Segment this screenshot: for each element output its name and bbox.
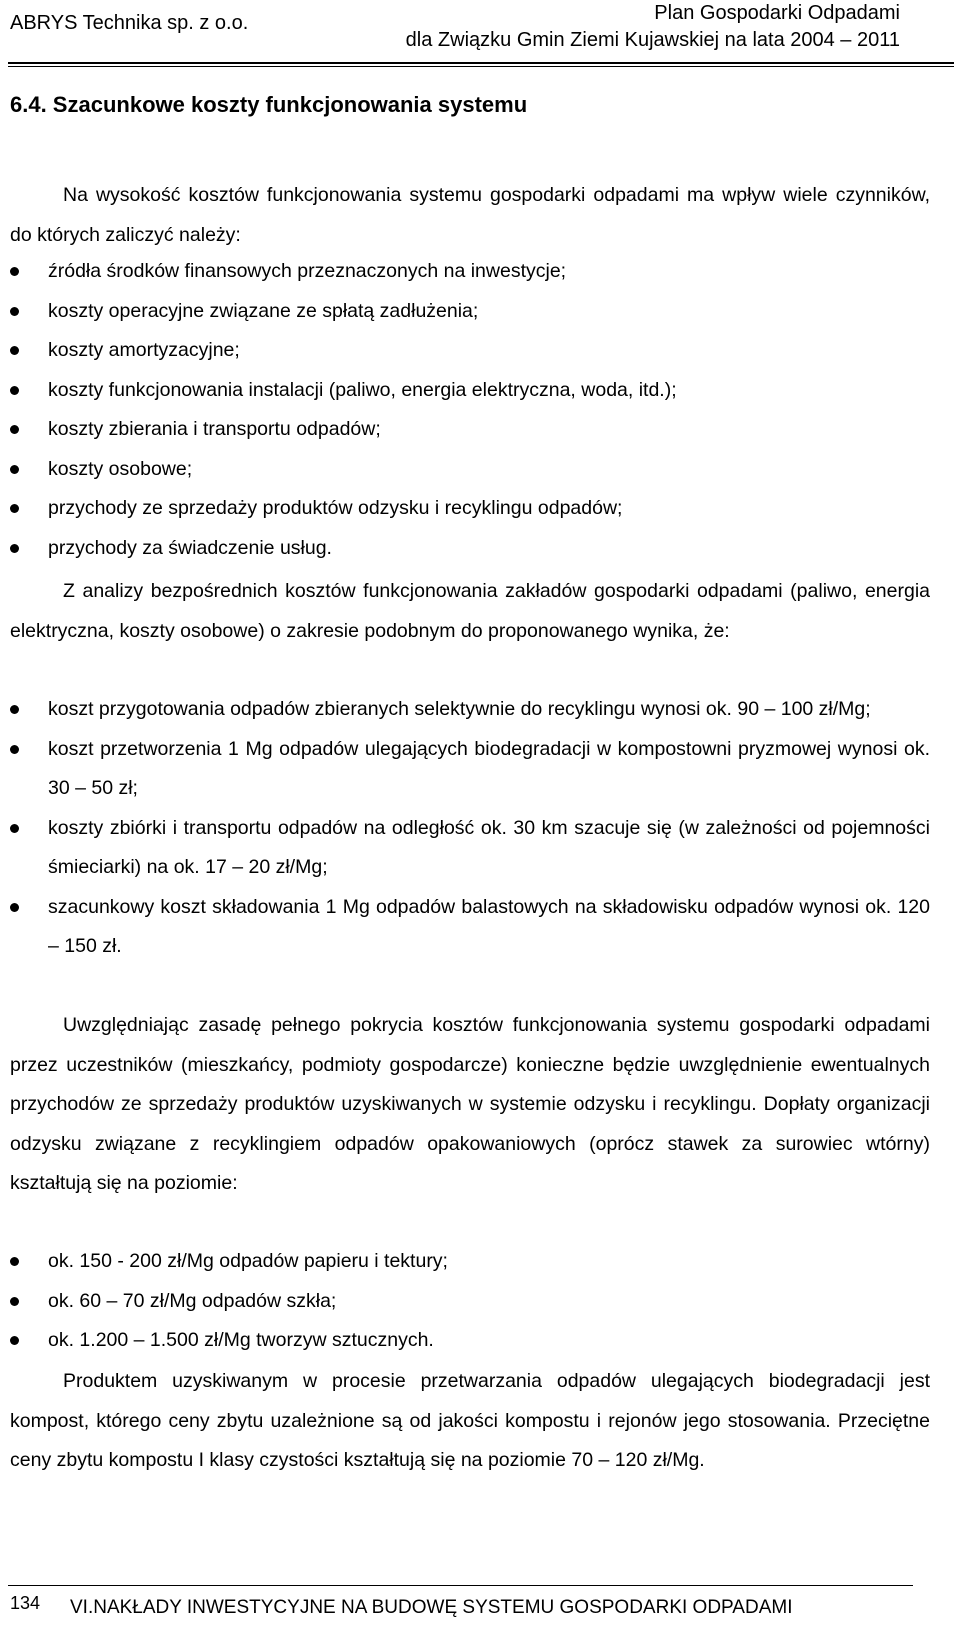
bullet-icon: [10, 425, 19, 434]
bullet-icon: [10, 465, 19, 474]
list-item: koszty zbiórki i transportu odpadów na odległość ok. 30 km szacuje się (w zależności od pojemności śmieciarki) na ok. 17 – 20 zł/Mg;: [10, 809, 930, 888]
bullet-icon: [10, 1297, 19, 1306]
chapter-title: VI.NAKŁADY INWESTYCYJNE NA BUDOWĘ SYSTEMU GOSPODARKI ODPADAMI: [70, 1597, 793, 1618]
section-title: 6.4. Szacunkowe koszty funkcjonowania systemu: [10, 92, 528, 117]
header-rule-thick: [8, 62, 954, 64]
page-number: 134: [10, 1593, 41, 1613]
plan-title: [406, 0, 900, 54]
bullet-icon: [10, 267, 19, 276]
cost-list: [0, 690, 960, 967]
paragraph-compost: Produktem uzyskiwanym w procesie przetwarzania odpadów ulegających biodegradacji jest kompost, którego ceny zbytu uzależnione są od jakości kompostu i rejonów jego stosowania. Przeciętne ceny zbytu kompostu I klasy czystości kształtują się na poziomie 70 – 120 zł/Mg.: [10, 1370, 930, 1471]
bullet-icon: [10, 1257, 19, 1266]
company-name: ABRYS Technika sp. z o.o.: [10, 12, 249, 34]
page-footer: [0, 1585, 960, 1640]
bullet-icon: [10, 1336, 19, 1345]
bullet-icon: [10, 824, 19, 833]
bullet-icon: [10, 386, 19, 395]
list-item: źródła środków finansowych przeznaczonych na inwestycje;: [10, 252, 930, 292]
list-item: koszty osobowe;: [10, 450, 930, 490]
list-item: koszty operacyjne związane ze spłatą zadłużenia;: [10, 292, 930, 332]
list-item: przychody za świadczenie usług.: [10, 529, 930, 569]
list-item: ok. 1.200 – 1.500 zł/Mg tworzyw sztucznych.: [10, 1321, 930, 1361]
list-item: koszty funkcjonowania instalacji (paliwo, energia elektryczna, woda, itd.);: [10, 371, 930, 411]
paragraph-cost-coverage: Uwzględniając zasadę pełnego pokrycia kosztów funkcjonowania systemu gospodarki odpadami przez uczestników (mieszkańcy, podmioty gospodarcze) konieczne będzie uwzględnienie ewentualnych przychodów ze sprzedaży produktów uzyskiwanych w systemie odzysku i recyklingu. Dopłaty organizacji odzysku związane z recyklingiem odpadów opakowaniowych (oprócz stawek za surowiec wtórny) kształtują się na poziomie:: [10, 1014, 930, 1194]
list-item: koszty amortyzacyjne;: [10, 331, 930, 371]
page-header: [0, 0, 960, 70]
list-item: ok. 150 - 200 zł/Mg odpadów papieru i tektury;: [10, 1242, 930, 1282]
bullet-icon: [10, 504, 19, 513]
list-item: przychody ze sprzedaży produktów odzysku i recyklingu odpadów;: [10, 489, 930, 529]
bullet-icon: [10, 903, 19, 912]
paragraph-intro: Na wysokość kosztów funkcjonowania systemu gospodarki odpadami ma wpływ wiele czynników, do których zaliczyć należy:: [10, 184, 930, 246]
factor-list: [0, 252, 960, 568]
paragraph-analysis: Z analizy bezpośrednich kosztów funkcjonowania zakładów gospodarki odpadami (paliwo, energia elektryczna, koszty osobowe) o zakresie podobnym do proponowanego wynika, że:: [10, 580, 930, 642]
bullet-icon: [10, 745, 19, 754]
bullet-icon: [10, 346, 19, 355]
plan-title-line2: dla Związku Gmin Ziemi Kujawskiej na lata 2004 – 2011: [405, 29, 900, 51]
plan-title-line1: Plan Gospodarki Odpadami: [654, 2, 900, 24]
bullet-icon: [10, 307, 19, 316]
footer-rule: [8, 1585, 913, 1586]
list-item: koszt przetworzenia 1 Mg odpadów ulegających biodegradacji w kompostowni pryzmowej wynosi ok. 30 – 50 zł;: [10, 730, 930, 809]
list-item: koszt przygotowania odpadów zbieranych selektywnie do recyklingu wynosi ok. 90 – 100 zł/Mg;: [10, 690, 930, 730]
list-item: koszty zbierania i transportu odpadów;: [10, 410, 930, 450]
subsidy-list: [0, 1242, 960, 1361]
list-item: ok. 60 – 70 zł/Mg odpadów szkła;: [10, 1282, 930, 1322]
header-rule-thin: [8, 66, 954, 67]
bullet-icon: [10, 705, 19, 714]
list-item: szacunkowy koszt składowania 1 Mg odpadów balastowych na składowisku odpadów wynosi ok. 120 – 150 zł.: [10, 888, 930, 967]
bullet-icon: [10, 544, 19, 553]
